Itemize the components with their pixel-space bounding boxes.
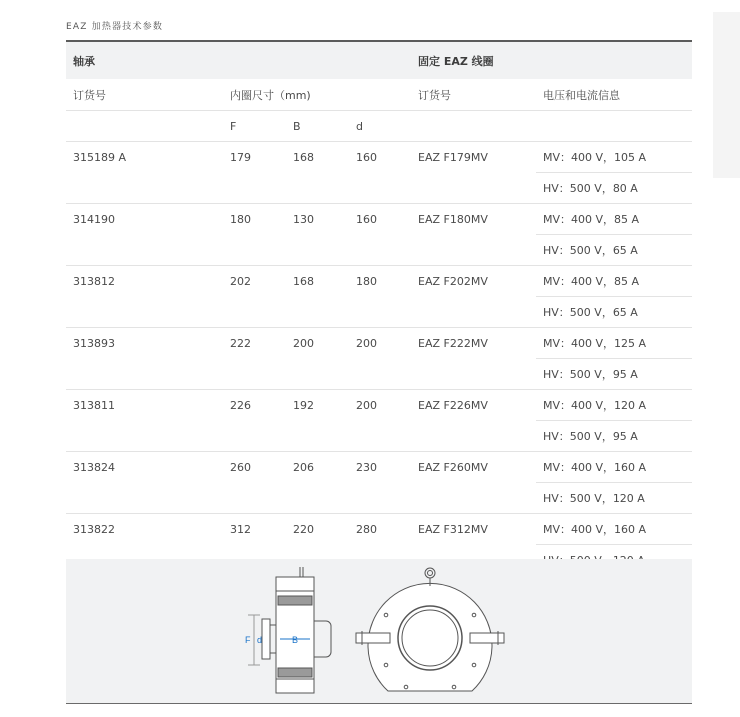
order-no-cell: 313824	[73, 460, 115, 474]
table-row	[66, 452, 692, 483]
order-no-header: 订货号	[66, 79, 223, 111]
diagram-row	[66, 559, 692, 704]
table-row	[66, 328, 692, 359]
table-row-hv	[66, 235, 692, 266]
coil-order-cell: EAZ F222MV	[418, 336, 488, 350]
front-view-drawing	[356, 568, 504, 691]
inner-dim-header: 内圈尺寸（mm)	[223, 79, 411, 111]
table-row	[66, 142, 692, 173]
order-no-cell: 313822	[73, 522, 115, 536]
hv-info-cell: HV：500 V，95 A	[536, 421, 692, 452]
dim-d-cell: 200	[356, 336, 377, 350]
order-no-cell: 314190	[73, 212, 115, 226]
bearing-header: 轴承	[66, 41, 411, 79]
coil-order-cell: EAZ F226MV	[418, 398, 488, 412]
order-no-cell: 315189 A	[73, 150, 127, 164]
dim-f-cell: 260	[230, 460, 251, 474]
dim-b-cell: 168	[293, 150, 314, 164]
coil-order-cell: EAZ F202MV	[418, 274, 488, 288]
table-row	[66, 390, 692, 421]
diagram-label-b: B	[292, 635, 299, 645]
dim-b-header: B	[286, 111, 349, 142]
group-header-row	[66, 41, 692, 79]
diagram-label-d: d	[257, 635, 263, 645]
order-no-cell: 313893	[73, 336, 115, 350]
dim-d-cell: 200	[356, 398, 377, 412]
table-row-hv	[66, 421, 692, 452]
dim-f-cell: 202	[230, 274, 251, 288]
dim-f-header: F	[223, 111, 286, 142]
dim-b-cell: 200	[293, 336, 314, 350]
diagram-label-f: F	[245, 635, 251, 645]
coil-order-no-header: 订货号	[411, 79, 536, 111]
mv-info-cell: MV：400 V，125 A	[536, 328, 692, 359]
dim-f-cell: 226	[230, 398, 251, 412]
hv-info-cell: HV：500 V，65 A	[536, 235, 692, 266]
hv-info-cell: HV：500 V，95 A	[536, 359, 692, 390]
table-row	[66, 514, 692, 545]
table-row-hv	[66, 297, 692, 328]
dim-b-cell: 168	[293, 274, 314, 288]
dimension-header-row	[66, 111, 692, 142]
coil-order-cell: EAZ F312MV	[418, 522, 488, 536]
dim-b-cell: 206	[293, 460, 314, 474]
fixed-eaz-header: 固定 EAZ 线圈	[411, 41, 692, 79]
table-row-hv	[66, 173, 692, 204]
dim-d-header: d	[349, 111, 411, 142]
coil-order-cell: EAZ F179MV	[418, 150, 488, 164]
heater-diagram	[236, 565, 526, 699]
side-panel	[713, 12, 740, 178]
mv-info-cell: MV：400 V，160 A	[536, 452, 692, 483]
side-view-drawing	[248, 567, 331, 693]
dim-b-cell: 130	[293, 212, 314, 226]
coil-order-cell: EAZ F260MV	[418, 460, 488, 474]
table-row	[66, 266, 692, 297]
dim-f-cell: 180	[230, 212, 251, 226]
dim-d-cell: 160	[356, 212, 377, 226]
order-no-cell: 313812	[73, 274, 115, 288]
mv-info-cell: MV：400 V，120 A	[536, 390, 692, 421]
voltage-current-header: 电压和电流信息	[536, 79, 692, 111]
hv-info-cell: HV：500 V，80 A	[536, 173, 692, 204]
table-row-hv	[66, 483, 692, 514]
dim-b-cell: 220	[293, 522, 314, 536]
table-row	[66, 204, 692, 235]
dim-d-cell: 230	[356, 460, 377, 474]
table-caption: EAZ 加热器技术参数	[66, 22, 164, 32]
dim-f-cell: 222	[230, 336, 251, 350]
table-row-hv	[66, 359, 692, 390]
mv-info-cell: MV：400 V，85 A	[536, 204, 692, 235]
mv-info-cell: MV：400 V，105 A	[536, 142, 692, 173]
dim-f-cell: 179	[230, 150, 251, 164]
mv-info-cell: MV：400 V，160 A	[536, 514, 692, 545]
hv-info-cell: HV：500 V，120 A	[536, 483, 692, 514]
dim-b-cell: 192	[293, 398, 314, 412]
mv-info-cell: MV：400 V，85 A	[536, 266, 692, 297]
dim-f-cell: 312	[230, 522, 251, 536]
dim-d-cell: 160	[356, 150, 377, 164]
order-no-cell: 313811	[73, 398, 115, 412]
dim-d-cell: 180	[356, 274, 377, 288]
hv-info-cell: HV：500 V，65 A	[536, 297, 692, 328]
spec-table	[66, 40, 692, 576]
dim-d-cell: 280	[356, 522, 377, 536]
sub-header-row	[66, 79, 692, 111]
coil-order-cell: EAZ F180MV	[418, 212, 488, 226]
